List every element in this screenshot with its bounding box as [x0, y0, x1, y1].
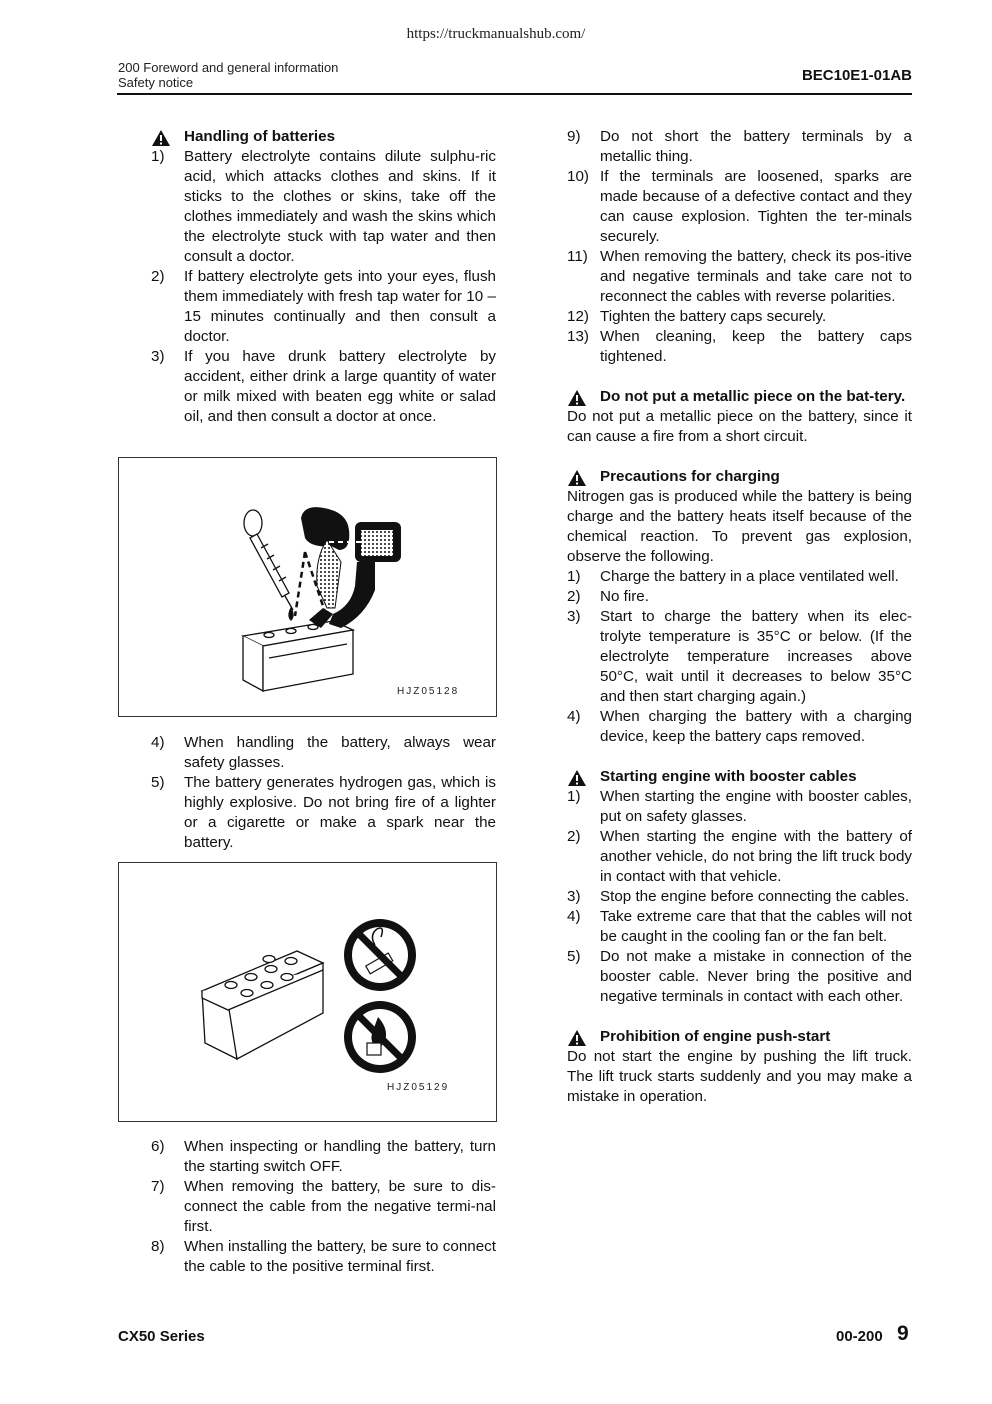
battery-list-b [151, 733, 496, 853]
list-item-text: Stop the engine before connecting the cables. [600, 888, 910, 905]
list-item [567, 567, 912, 587]
list-item [151, 267, 496, 347]
list-item-text: When removing the battery, check its pos-itive and negative terminals and take care not to reconnect the cables with reverse polarities. [600, 248, 912, 305]
metallic-paragraph: Do not put a metallic piece on the battery, since it can cause a fire from a short circuit. [567, 408, 912, 445]
hydrometer-drawing [244, 510, 293, 620]
header-rule [117, 93, 912, 95]
warning-heading-pushstart: Prohibition of engine push-start [567, 1027, 912, 1047]
document-code: BEC10E1-01AB [801, 67, 912, 84]
list-item-number: 1) [151, 148, 165, 165]
list-item [567, 887, 912, 907]
list-item-text: When installing the battery, be sure to connect the cable to the positive terminal first. [184, 1238, 496, 1275]
list-item-number: 6) [151, 1138, 165, 1155]
list-item-number: 2) [567, 828, 581, 845]
charging-list [567, 567, 912, 747]
list-item-number: 5) [567, 948, 581, 965]
figure-code: HJZ05129 [387, 1082, 450, 1093]
warning-heading-charging: Precautions for charging [567, 467, 912, 487]
list-item-text: Battery electrolyte contains dilute sulphu-ric acid, which attacks clothes and skins. If it sticks to the clothes or skins, take off the clothes immediately and wash the skins which the electrolyte stuck with tap water and then consult a doctor. [184, 148, 496, 265]
list-item [567, 827, 912, 887]
list-item [567, 167, 912, 247]
list-item-number: 5) [151, 774, 165, 791]
left-column-b [151, 733, 496, 853]
list-item [567, 907, 912, 947]
list-item-number: 11) [567, 248, 588, 265]
list-item [567, 947, 912, 1007]
list-item [567, 247, 912, 307]
no-open-flame-sign [344, 1001, 416, 1073]
warning-icon [151, 127, 184, 147]
warning-icon [567, 1027, 600, 1047]
battery-list-a [151, 147, 496, 427]
figure-battery-handling [118, 457, 497, 717]
left-column-c [151, 1137, 496, 1277]
list-item-number: 1) [567, 788, 581, 805]
list-item [567, 607, 912, 707]
list-item-number: 4) [151, 734, 165, 751]
list-item [151, 773, 496, 853]
list-item-text: No fire. [600, 588, 649, 605]
warning-heading-batteries: Handling of batteries [151, 127, 496, 147]
list-item-text: When starting the engine with booster cables, put on safety glasses. [600, 788, 912, 825]
page-number: 9 [897, 1322, 909, 1345]
battery-list-c [151, 1137, 496, 1277]
list-item-number: 8) [151, 1238, 165, 1255]
list-item-number: 12) [567, 308, 589, 325]
list-item [151, 733, 496, 773]
figure-code: HJZ05128 [397, 686, 460, 697]
list-item [567, 587, 912, 607]
list-item-number: 3) [567, 608, 581, 625]
list-item-number: 2) [567, 588, 581, 605]
list-item [151, 1237, 496, 1277]
no-smoking-sign [344, 919, 416, 991]
left-column [151, 127, 496, 427]
list-item-text: When handling the battery, always wear safety glasses. [184, 734, 496, 771]
list-item [151, 1177, 496, 1237]
list-item-text: Charge the battery in a place ventilated well. [600, 568, 899, 585]
list-item-text: The battery generates hydrogen gas, which is highly explosive. Do not bring fire of a lighter or a cigarette or make a spark near the battery. [184, 774, 496, 851]
list-item-text: If you have drunk battery electrolyte by accident, either drink a large quantity of water or milk mixed with beaten egg white or salad oil, and then consult a doctor at once. [184, 348, 496, 425]
list-item-text: Tighten the battery caps securely. [600, 308, 827, 325]
list-item-number: 9) [567, 128, 581, 145]
list-item-text: Do not short the battery terminals by a metallic thing. [600, 128, 912, 165]
header-subsection: Safety notice [118, 75, 194, 90]
list-item [567, 327, 912, 367]
battery-list-continued [567, 127, 912, 367]
list-item [151, 147, 496, 267]
warning-icon [567, 467, 600, 487]
list-item-number: 10) [567, 168, 589, 185]
list-item-number: 2) [151, 268, 165, 285]
list-item [567, 707, 912, 747]
list-item-text: Start to charge the battery when its elec-trolyte temperature is 35°C or below. (If the electrolyte temperature increases above 50°C, wait until it decreases to below 35°C and then start charging again.) [600, 608, 912, 705]
list-item [567, 787, 912, 827]
source-url[interactable]: https://truckmanualshub.com/ [406, 26, 586, 42]
list-item-number: 4) [567, 708, 581, 725]
battery-drawing [202, 951, 323, 1059]
list-item-number: 3) [151, 348, 165, 365]
pushstart-paragraph: Do not start the engine by pushing the lift truck. The lift truck starts suddenly and you may make a mistake in operation. [567, 1048, 912, 1105]
list-item-text: When removing the battery, be sure to dis-connect the cable from the negative termi-nal first. [184, 1178, 496, 1235]
list-item-text: When cleaning, keep the battery caps tightened. [600, 328, 912, 365]
battery-handling-illustration [119, 458, 496, 716]
list-item-text: If battery electrolyte gets into your eyes, flush them immediately with fresh tap water for 10 – 15 minutes continually and then consult a doctor. [184, 268, 496, 345]
list-item [567, 307, 912, 327]
list-item-text: When starting the engine with the battery of another vehicle, do not bring the lift truck body in contact with that vehicle. [600, 828, 912, 885]
list-item-number: 7) [151, 1178, 165, 1195]
list-item-number: 3) [567, 888, 581, 905]
warning-heading-metallic: Do not put a metallic piece on the bat-tery. [567, 387, 912, 407]
charging-paragraph: Nitrogen gas is produced while the battery is being charge and the battery heats itself because of the chemical reaction. To prevent gas explosion, observe the following. [567, 488, 912, 565]
list-item-number: 1) [567, 568, 581, 585]
list-item-text: When inspecting or handling the battery, turn the starting switch OFF. [184, 1138, 496, 1175]
list-item-text: If the terminals are loosened, sparks are made because of a defective contact and they can cause explosion. Tighten the ter-minals securely. [600, 168, 912, 245]
header-section: 200 Foreword and general information [118, 60, 339, 75]
worker-drawing [295, 507, 401, 628]
warning-icon [567, 387, 600, 407]
battery-drawing [243, 621, 353, 691]
footer-series: CX50 Series [118, 1328, 205, 1345]
right-column [567, 127, 912, 1107]
list-item-number: 4) [567, 908, 581, 925]
list-item-number: 13) [567, 328, 589, 345]
booster-list [567, 787, 912, 1007]
running-header [118, 60, 338, 90]
list-item-text: Take extreme care that that the cables will not be caught in the cooling fan or the fan belt. [600, 908, 912, 945]
list-item [567, 127, 912, 167]
list-item [151, 1137, 496, 1177]
warning-icon [567, 767, 600, 787]
footer-code: 00-200 [836, 1328, 883, 1345]
list-item [151, 347, 496, 427]
list-item-text: When charging the battery with a charging device, keep the battery caps removed. [600, 708, 912, 745]
figure-no-fire [118, 862, 497, 1122]
warning-heading-booster: Starting engine with booster cables [567, 767, 912, 787]
list-item-text: Do not make a mistake in connection of the booster cable. Never bring the positive and negative terminals in contact with each other. [600, 948, 912, 1005]
